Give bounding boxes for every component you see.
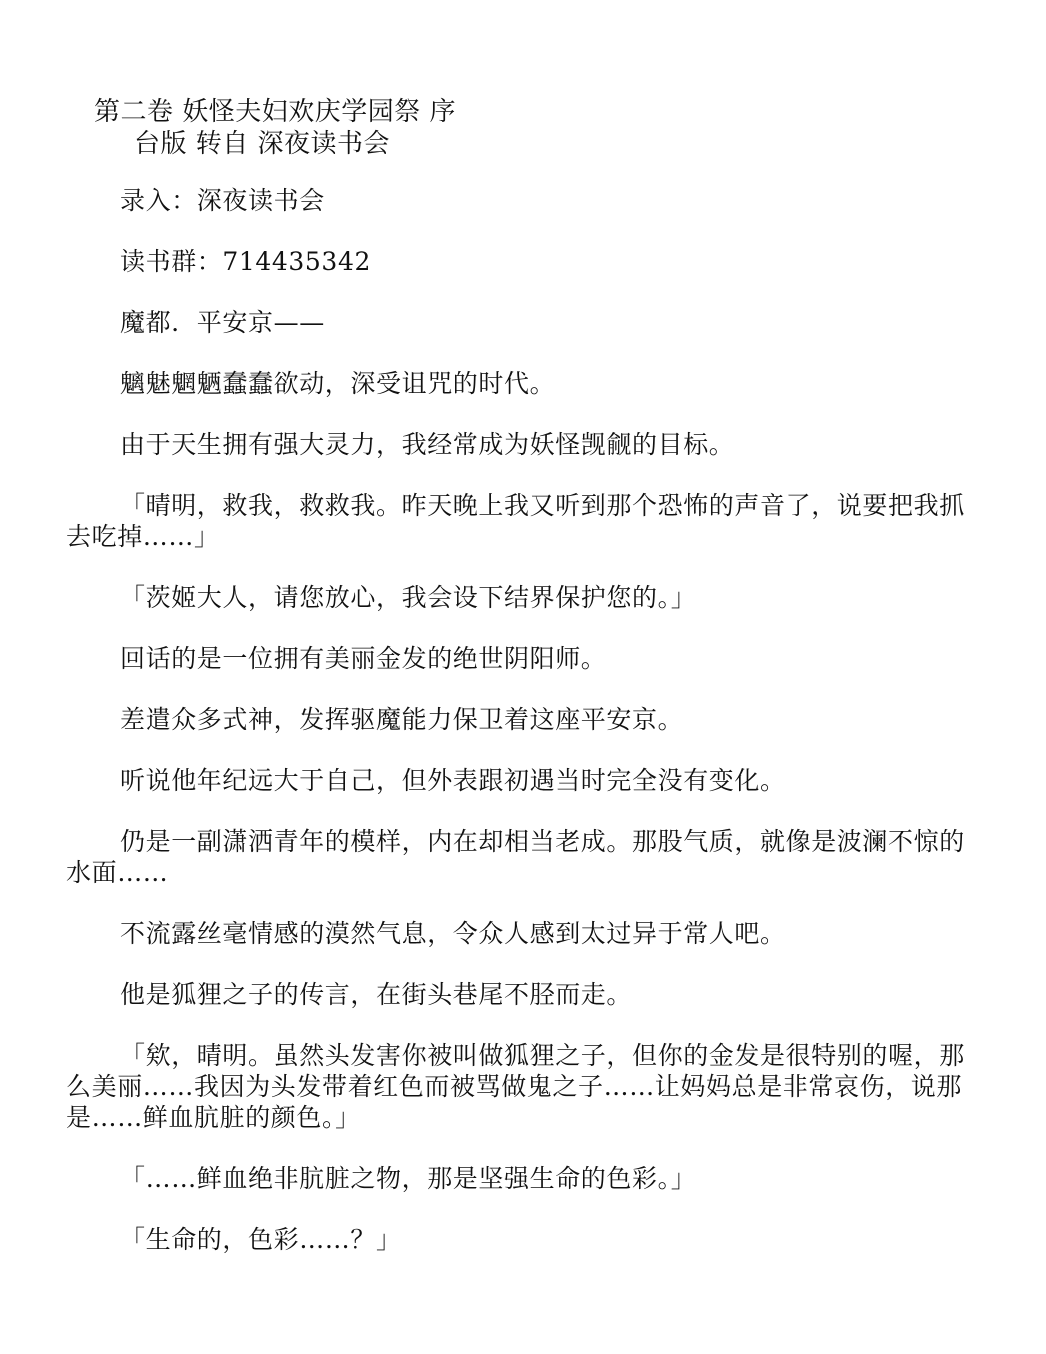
- paragraph: 读书群：714435342: [120, 247, 371, 276]
- paragraph: 听说他年纪远大于自己，但外表跟初遇当时完全没有变化。: [120, 766, 786, 795]
- paragraph: 「欸，晴明。虽然头发害你被叫做狐狸之子，但你的金发是很特别的喔，那么美丽……我因为头发带着红色而被骂做鬼之子……让妈妈总是非常哀伤，说那是……鲜血肮脏的颜色。」: [66, 1041, 965, 1132]
- document-body: [66, 185, 978, 1285]
- paragraph: 「茨姬大人，请您放心，我会设下结界保护您的。」: [120, 583, 697, 612]
- paragraph: 魑魅魍魉蠢蠢欲动，深受诅咒的时代。: [120, 369, 556, 398]
- paragraph: 「……鲜血绝非肮脏之物，那是坚强生命的色彩。」: [120, 1164, 697, 1193]
- paragraph: 他是狐狸之子的传言，在街头巷尾不胫而走。: [120, 980, 633, 1009]
- paragraph: 「生命的，色彩……？」: [120, 1225, 402, 1254]
- paragraph: 由于天生拥有强大灵力，我经常成为妖怪觊觎的目标。: [120, 430, 735, 459]
- paragraph: 录入：深夜读书会: [120, 186, 325, 215]
- paragraph: 仍是一副潇洒青年的模样，内在却相当老成。那股气质，就像是波澜不惊的水面……: [66, 827, 965, 887]
- paragraph: 魔都．平安京——: [120, 308, 325, 337]
- chapter-title: 第二卷 妖怪夫妇欢庆学园祭 序: [94, 97, 457, 127]
- paragraph: 不流露丝毫情感的漠然气息，令众人感到太过异于常人吧。: [120, 919, 786, 948]
- paragraph: 「晴明，救我，救救我。昨天晚上我又听到那个恐怖的声音了，说要把我抓去吃掉……」: [66, 491, 965, 551]
- chapter-source: 台版 转自 深夜读书会: [134, 129, 391, 159]
- paragraph: 回话的是一位拥有美丽金发的绝世阴阳师。: [120, 644, 607, 673]
- paragraph: 差遣众多式神，发挥驱魔能力保卫着这座平安京。: [120, 705, 684, 734]
